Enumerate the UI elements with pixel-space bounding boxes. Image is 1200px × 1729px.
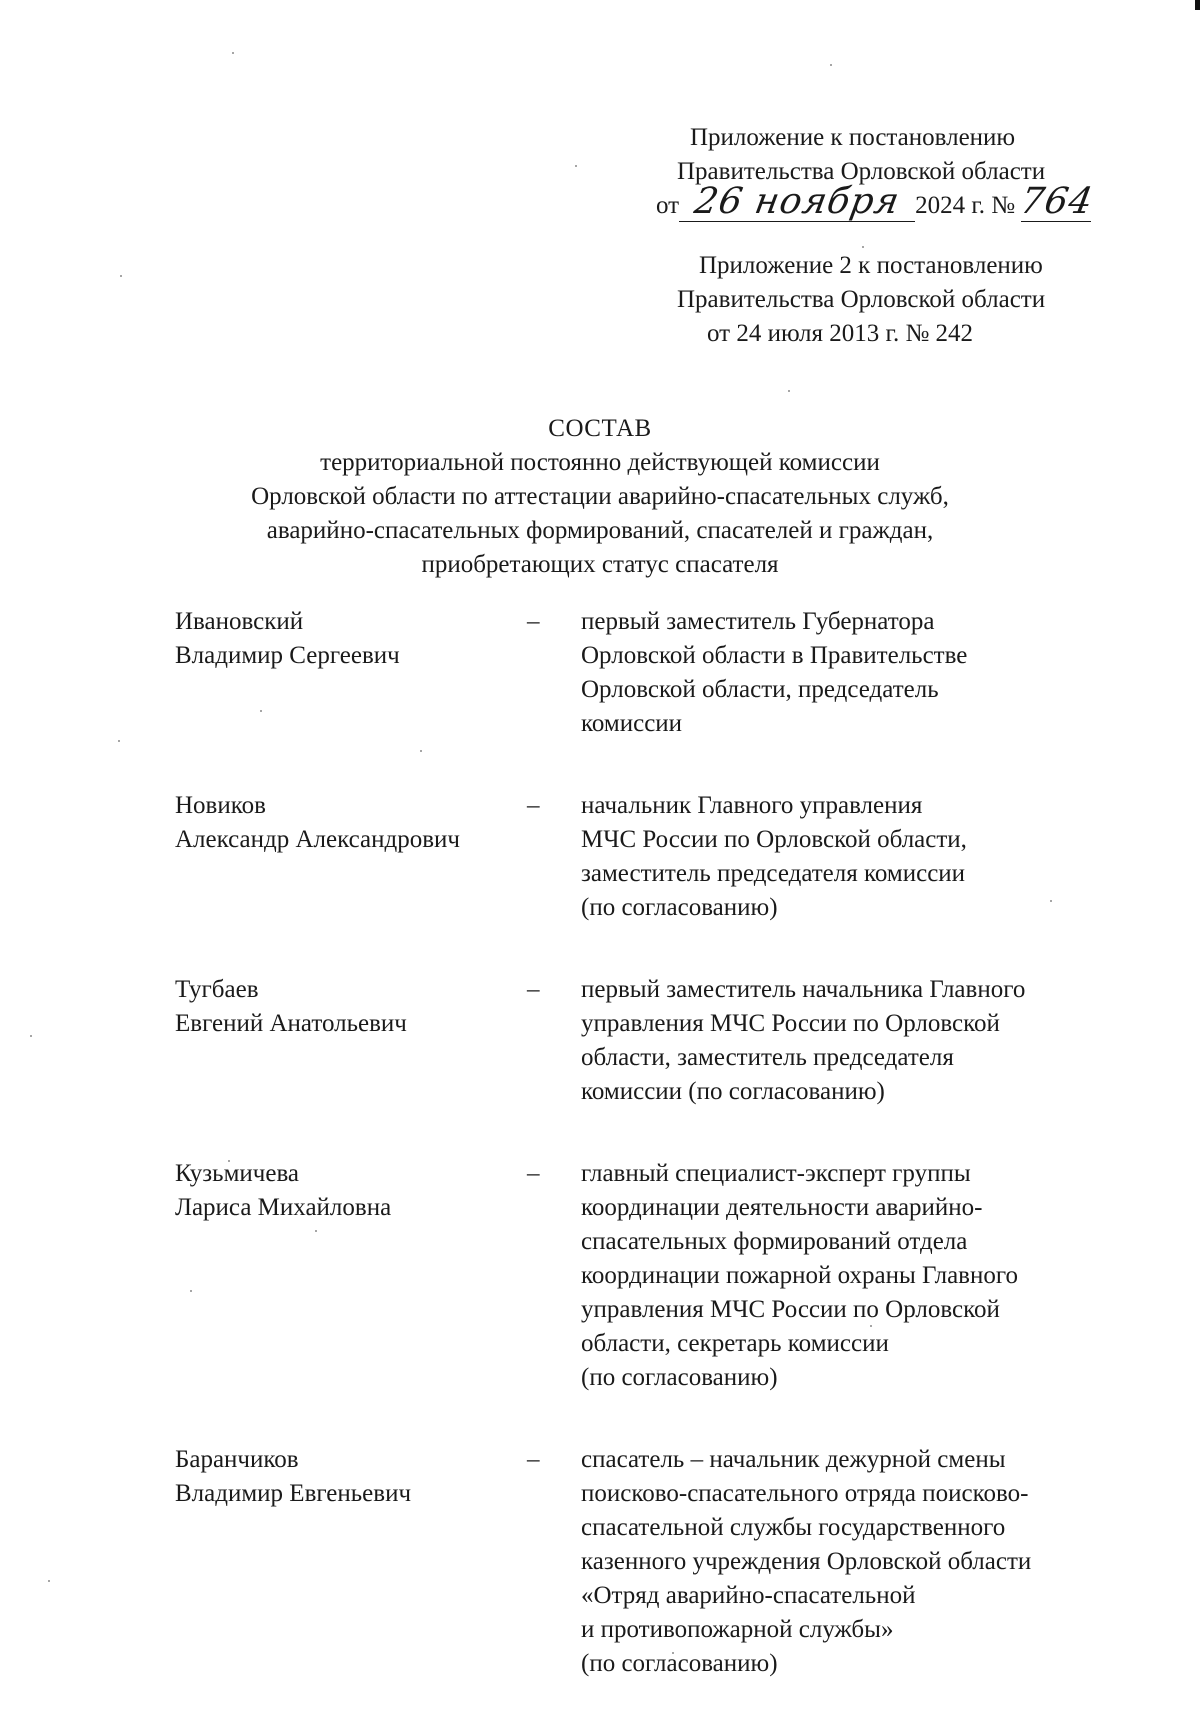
scan-speck: [48, 1580, 50, 1582]
member-given-names: Александр Александрович: [175, 826, 460, 853]
handwritten-date: 26 ноября: [691, 181, 903, 222]
member-dash: –: [527, 1446, 540, 1473]
scan-speck: [788, 390, 790, 392]
member-row: [175, 973, 1135, 1109]
commission-members-list: [175, 605, 1135, 1729]
scan-speck: [30, 1035, 32, 1037]
appendix-current-line1: Приложение к постановлению: [690, 124, 1016, 151]
scan-corner-mark: [1195, 0, 1200, 10]
member-given-names: Владимир Сергеевич: [175, 642, 400, 669]
appendix-original-header: [600, 249, 1120, 351]
member-surname: Новиков: [175, 792, 266, 819]
scan-speck: [830, 64, 832, 66]
title-line2: Орловской области по аттестации аварийно-спасательных служб,: [251, 483, 949, 510]
member-role: первый заместитель начальника Главного управления МЧС России по Орловской области, заместитель председателя комиссии (по согласованию): [581, 976, 1026, 1105]
document-title: [0, 412, 1200, 582]
title-line4: приобретающих статус спасателя: [421, 551, 779, 578]
member-given-names: Евгений Анатольевич: [175, 1010, 407, 1037]
member-surname: Ивановский: [175, 608, 304, 635]
handwritten-number-field: [1017, 181, 1097, 222]
member-name: [175, 1443, 527, 1681]
member-given-names: Владимир Евгеньевич: [175, 1480, 412, 1507]
member-dash: –: [527, 608, 540, 635]
member-row: [175, 1157, 1135, 1395]
member-row: [175, 1443, 1135, 1681]
title-heading: СОСТАВ: [548, 415, 652, 442]
member-name: [175, 973, 527, 1109]
scan-speck: [862, 246, 864, 248]
member-surname: Тугбаев: [175, 976, 259, 1003]
appendix-original-line1: Приложение 2 к постановлению: [699, 252, 1043, 279]
appendix-current-date-line: [600, 181, 1120, 223]
handwritten-date-field: [679, 181, 915, 222]
handwritten-number: 764: [1017, 181, 1097, 222]
scan-speck: [118, 740, 120, 742]
appendix-original-line2: Правительства Орловской области: [677, 286, 1046, 313]
appendix-current-header: [600, 121, 1120, 223]
member-row: [175, 605, 1135, 741]
scan-speck: [575, 165, 577, 167]
date-prefix: от: [656, 192, 680, 219]
member-row: [175, 789, 1135, 925]
title-line1: территориальной постоянно действующей комиссии: [320, 449, 880, 476]
member-role: спасатель – начальник дежурной смены поисково-спасательного отряда поисково- спасательной службы государственного казенного учреждения Орловской области «Отряд аварийно-спасательной и противопожарной службы» (по согласованию): [581, 1446, 1032, 1677]
scan-speck: [232, 52, 234, 54]
appendix-original-line3: от 24 июля 2013 г. № 242: [707, 320, 974, 347]
member-name: [175, 605, 527, 741]
member-role: главный специалист-эксперт группы координации деятельности аварийно- спасательных формирований отдела координации пожарной охраны Главного управления МЧС России по Орловской области, секретарь комиссии (по согласованию): [581, 1160, 1018, 1391]
member-given-names: Лариса Михайловна: [175, 1194, 392, 1221]
scan-speck: [120, 275, 122, 277]
member-role: первый заместитель Губернатора Орловской области в Правительстве Орловской области, председатель комиссии: [581, 608, 968, 737]
member-dash: –: [527, 792, 540, 819]
appendix-current-line2: Правительства Орловской области: [677, 158, 1046, 185]
member-surname: Баранчиков: [175, 1446, 299, 1473]
member-surname: Кузьмичева: [175, 1160, 300, 1187]
member-name: [175, 789, 527, 925]
title-line3: аварийно-спасательных формирований, спасателей и граждан,: [266, 517, 934, 544]
year-and-number-label: 2024 г. №: [915, 192, 1016, 219]
member-name: [175, 1157, 527, 1395]
member-dash: –: [527, 976, 540, 1003]
member-dash: –: [527, 1160, 540, 1187]
member-role: начальник Главного управления МЧС России по Орловской области, заместитель председателя комиссии (по согласованию): [581, 792, 967, 921]
